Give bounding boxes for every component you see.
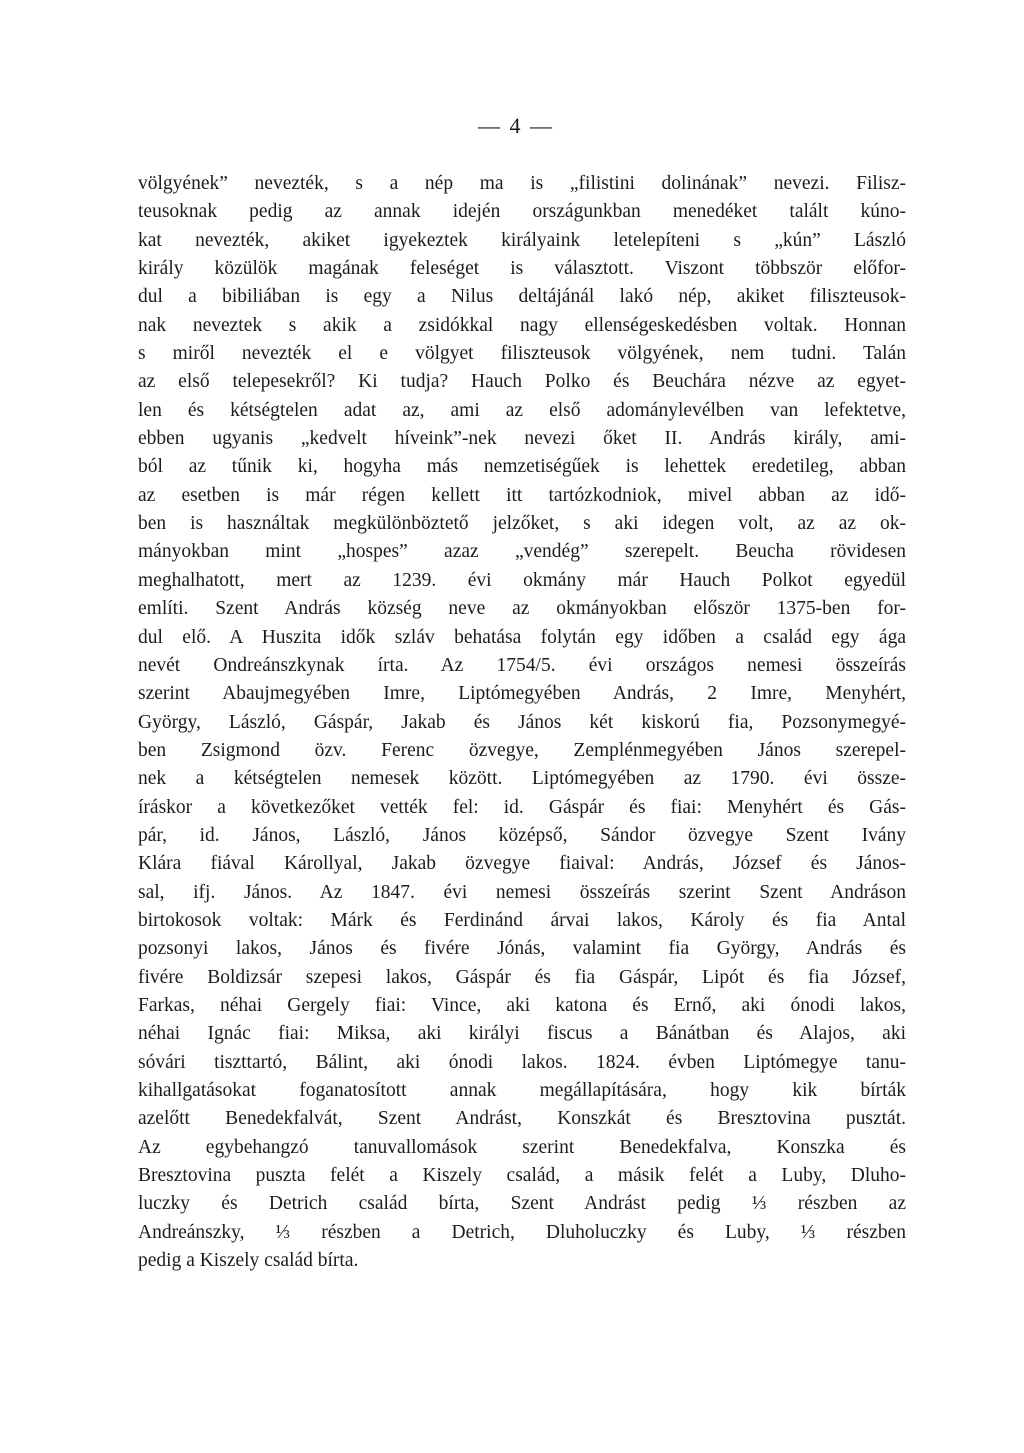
text-line: szerint Abaujmegyében Imre, Liptómegyében András, 2 Imre, Menyhért,: [138, 683, 906, 705]
text-line: azelőtt Benedekfalvát, Szent Andrást, Konszkát és Bresztovina pusztát.: [138, 1108, 906, 1130]
text-line: ból az tűnik ki, hogyha más nemzetiségűek is lehettek eredetileg, abban: [138, 456, 906, 478]
text-line: ebben ugyanis „kedvelt híveink”-nek nevezi őket II. András király, ami-: [138, 428, 906, 450]
text-line: meghalhatott, mert az 1239. évi okmány már Hauch Polkot egyedül: [138, 569, 906, 591]
text-line: kat nevezték, akiket igyekeztek királyaink letelepíteni s „kún” László: [138, 229, 906, 251]
text-line: király közülök magának feleséget is választott. Viszont többször előfor-: [138, 258, 906, 280]
text-line: kihallgatásokat foganatosított annak megállapítására, hogy kik bírták: [138, 1080, 906, 1101]
body-text: [138, 170, 906, 1275]
text-line: az esetben is már régen kellett itt tartózkodniok, mivel abban az idő-: [138, 484, 906, 506]
text-line: mányokban mint „hospes” azaz „vendég” szerepelt. Beucha rövidesen: [138, 541, 906, 563]
text-line: völgyének” nevezték, s a nép ma is „filistini dolinának” nevezi. Filisz-: [138, 173, 906, 194]
text-line: s miről nevezték el e völgyet filiszteusok völgyének, nem tudni. Talán: [138, 343, 906, 365]
text-line: az első telepesekről? Ki tudja? Hauch Polko és Beuchára nézve az egyet-: [138, 371, 906, 393]
text-line: pedig a Kiszely család bírta.: [138, 1250, 359, 1272]
text-line: Farkas, néhai Gergely fiai: Vince, aki katona és Ernő, aki ónodi lakos,: [138, 994, 906, 1016]
text-line: Klára fiával Károllyal, Jakab özvegye fiaival: András, József és János-: [138, 853, 906, 875]
text-line: pozsonyi lakos, János és fivére Jónás, valamint fia György, András és: [138, 938, 906, 960]
text-line: sal, ifj. János. Az 1847. évi nemesi összeírás szerint Szent Andráson: [138, 881, 906, 903]
text-line: Bresztovina puszta felét a Kiszely család, a másik felét a Luby, Dluho-: [138, 1165, 906, 1187]
text-line: fivére Boldizsár szepesi lakos, Gáspár és fia Gáspár, Lipót és fia József,: [138, 966, 906, 988]
text-line: birtokosok voltak: Márk és Ferdinánd árvai lakos, Károly és fia Antal: [138, 909, 906, 931]
page-number: — 4 —: [478, 113, 554, 138]
text-line: len és kétségtelen adat az, ami az első adománylevélben van lefektetve,: [138, 399, 906, 421]
text-line: sóvári tiszttartó, Bálint, aki ónodi lakos. 1824. évben Liptómegye tanu-: [138, 1051, 906, 1073]
text-line: dul elő. A Huszita idők szláv behatása folytán egy időben a család egy ága: [138, 626, 906, 648]
text-line: pár, id. János, László, János középső, Sándor özvegye Szent Ivány: [138, 824, 906, 846]
text-line: Andreánszky, ⅓ részben a Detrich, Dluholuczky és Luby, ⅓ részben: [138, 1221, 906, 1243]
text-line: ben is használtak megkülönböztető jelzőket, s aki idegen volt, az az ok-: [138, 513, 906, 535]
text-line: György, László, Gáspár, Jakab és János két kiskorú fia, Pozsonymegyé-: [138, 711, 906, 733]
text-line: nak neveztek s akik a zsidókkal nagy ellenségeskedésben voltak. Honnan: [138, 314, 906, 336]
text-line: említi. Szent András község neve az okmányokban először 1375-ben for-: [138, 598, 906, 620]
text-line: nevét Ondreánszkynak írta. Az 1754/5. évi országos nemesi összeírás: [138, 654, 906, 676]
text-line: Az egybehangzó tanuvallomások szerint Benedekfalva, Konszka és: [138, 1136, 906, 1158]
text-line: néhai Ignác fiai: Miksa, aki királyi fiscus a Bánátban és Alajos, aki: [138, 1023, 906, 1045]
text-line: dul a bibiliában is egy a Nilus deltájánál lakó nép, akiket filiszteusok-: [138, 286, 906, 308]
text-line: íráskor a következőket vették fel: id. Gáspár és fiai: Menyhért és Gás-: [138, 796, 906, 818]
text-line: nek a kétségtelen nemesek között. Liptómegyében az 1790. évi össze-: [138, 768, 906, 790]
text-line: luczky és Detrich család bírta, Szent Andrást pedig ⅓ részben az: [138, 1193, 906, 1215]
text-line: ben Zsigmond özv. Ferenc özvegye, Zemplénmegyében János szerepel-: [138, 739, 906, 761]
text-line: teusoknak pedig az annak idején országunkban menedéket talált kúno-: [138, 201, 906, 223]
